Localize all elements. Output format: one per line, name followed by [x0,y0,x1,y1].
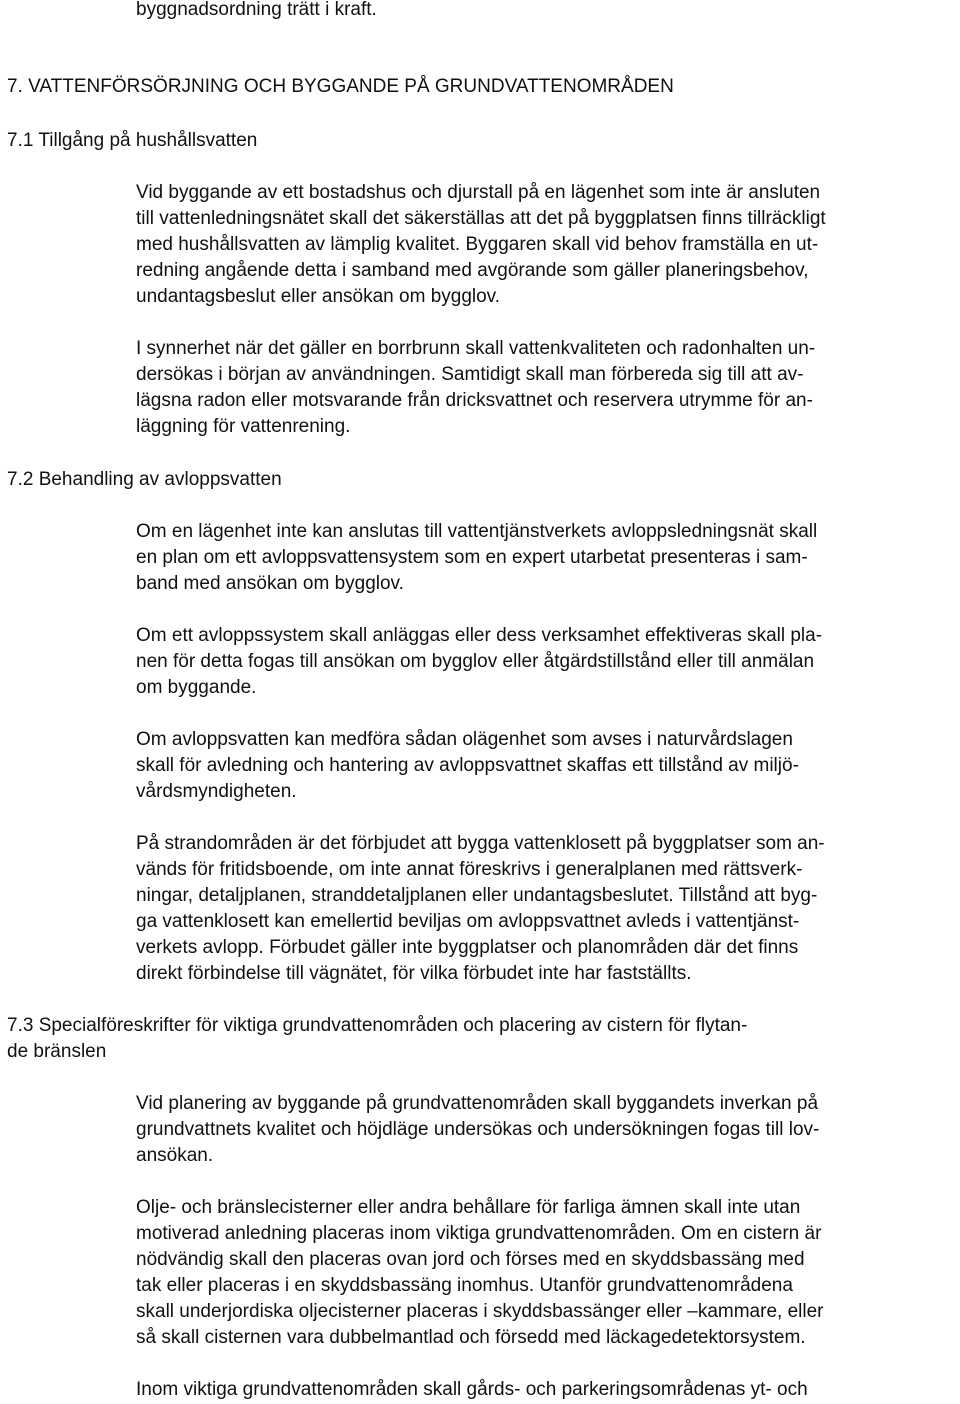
paragraph-7-1-1 [136,180,946,310]
text-line: Om avloppsvatten kan medföra sådan olägenhet som avses i naturvårdslagen [136,729,793,750]
text-line: dersökas i början av användningen. Samtidigt skall man förbereda sig till att av- [136,364,804,385]
subsection-title-7-1 [7,128,257,154]
text-line: direkt förbindelse till vägnätet, för vilka förbudet inte har fastställts. [136,963,692,984]
subsection-title-text: 7.3 Specialföreskrifter för viktiga grundvattenområden och placering av cistern för flytan- [7,1015,748,1036]
text-line: Inom viktiga grundvattenområden skall gårds- och parkeringsområdenas yt- och [136,1379,808,1400]
text-line: med hushållsvatten av lämplig kvalitet. Byggaren skall vid behov framställa en ut- [136,234,819,255]
subsection-title-7-3 [7,1013,957,1065]
text-line: grundvattnets kvalitet och höjdläge undersökas och undersökningen fogas till lov- [136,1119,820,1140]
paragraph-7-2-4 [136,831,946,987]
text-line: På strandområden är det förbjudet att bygga vattenklosett på byggplatser som an- [136,833,825,854]
text-line: Om ett avloppssystem skall anläggas eller dess verksamhet effektiveras skall pla- [136,625,823,646]
subsection-title-text: 7.2 Behandling av avloppsvatten [7,469,282,490]
subsection-title-text: 7.1 Tillgång på hushållsvatten [7,130,258,151]
subsection-title-text: de bränslen [7,1041,107,1062]
paragraph-7-1-2 [136,336,946,440]
text-line: vårdsmyndigheten. [136,781,297,802]
text-line: ansökan. [136,1145,214,1166]
text-line: läggning för vattenrening. [136,416,351,437]
text-line: till vattenledningsnätet skall det säkerställas att det på byggplatsen finns tillräckligt [136,208,826,229]
text-line: skall för avledning och hantering av avloppsvattnet skaffas ett tillstånd av miljö- [136,755,799,776]
text-line: Vid byggande av ett bostadshus och djurstall på en lägenhet som inte är ansluten [136,182,821,203]
paragraph-7-3-3 [136,1377,946,1403]
text-line: band med ansökan om bygglov. [136,573,404,594]
text-line: Olje- och bränslecisterner eller andra behållare för farliga ämnen skall inte utan [136,1197,801,1218]
subsection-title-7-2 [7,467,282,493]
text-line: I synnerhet när det gäller en borrbrunn skall vattenkvaliteten och radonhalten un- [136,338,816,359]
section-title [7,74,674,100]
text-line: nödvändig skall den placeras ovan jord och förses med en skyddsbassäng med [136,1249,805,1270]
text-line: ga vattenklosett kan emellertid beviljas om avloppsvattnet avleds i vattentjänst- [136,911,800,932]
top-fragment [136,0,946,23]
text-line: nen för detta fogas till ansökan om bygglov eller åtgärdstillstånd eller till anmälan [136,651,815,672]
text-line: byggnadsordning trätt i kraft. [136,0,377,20]
paragraph-7-2-2 [136,623,946,701]
text-line: skall underjordiska oljecisterner placeras i skyddsbassänger eller –kammare, eller [136,1301,824,1322]
paragraph-7-2-3 [136,727,946,805]
text-line: lägsna radon eller motsvarande från dricksvattnet och reservera utrymme för an- [136,390,813,411]
text-line: verkets avlopp. Förbudet gäller inte byggplatser och planområden där det finns [136,937,799,958]
paragraph-7-2-1 [136,519,946,597]
text-line: ningar, detaljplanen, stranddetaljplanen eller undantagsbeslutet. Tillstånd att byg- [136,885,818,906]
text-line: Vid planering av byggande på grundvattenområden skall byggandets inverkan på [136,1093,819,1114]
section-title-text: 7. VATTENFÖRSÖRJNING OCH BYGGANDE PÅ GRUNDVATTENOMRÅDEN [7,76,674,97]
text-line: så skall cisternen vara dubbelmantlad och försedd med läckagedetektorsystem. [136,1327,806,1348]
text-line: tak eller placeras i en skyddsbassäng inomhus. Utanför grundvattenområdena [136,1275,793,1296]
text-line: om byggande. [136,677,257,698]
text-line: Om en lägenhet inte kan anslutas till vattentjänstverkets avloppsledningsnät skall [136,521,818,542]
paragraph-7-3-2 [136,1195,946,1351]
text-line: en plan om ett avloppsvattensystem som en expert utarbetat presenteras i sam- [136,547,808,568]
text-line: vänds för fritidsboende, om inte annat föreskrivs i generalplanen med rättsverk- [136,859,803,880]
text-line: undantagsbeslut eller ansökan om bygglov. [136,286,501,307]
text-line: motiverad anledning placeras inom viktiga grundvattenområden. Om en cistern är [136,1223,822,1244]
paragraph-7-3-1 [136,1091,946,1169]
text-line: redning angående detta i samband med avgörande som gäller planeringsbehov, [136,260,809,281]
